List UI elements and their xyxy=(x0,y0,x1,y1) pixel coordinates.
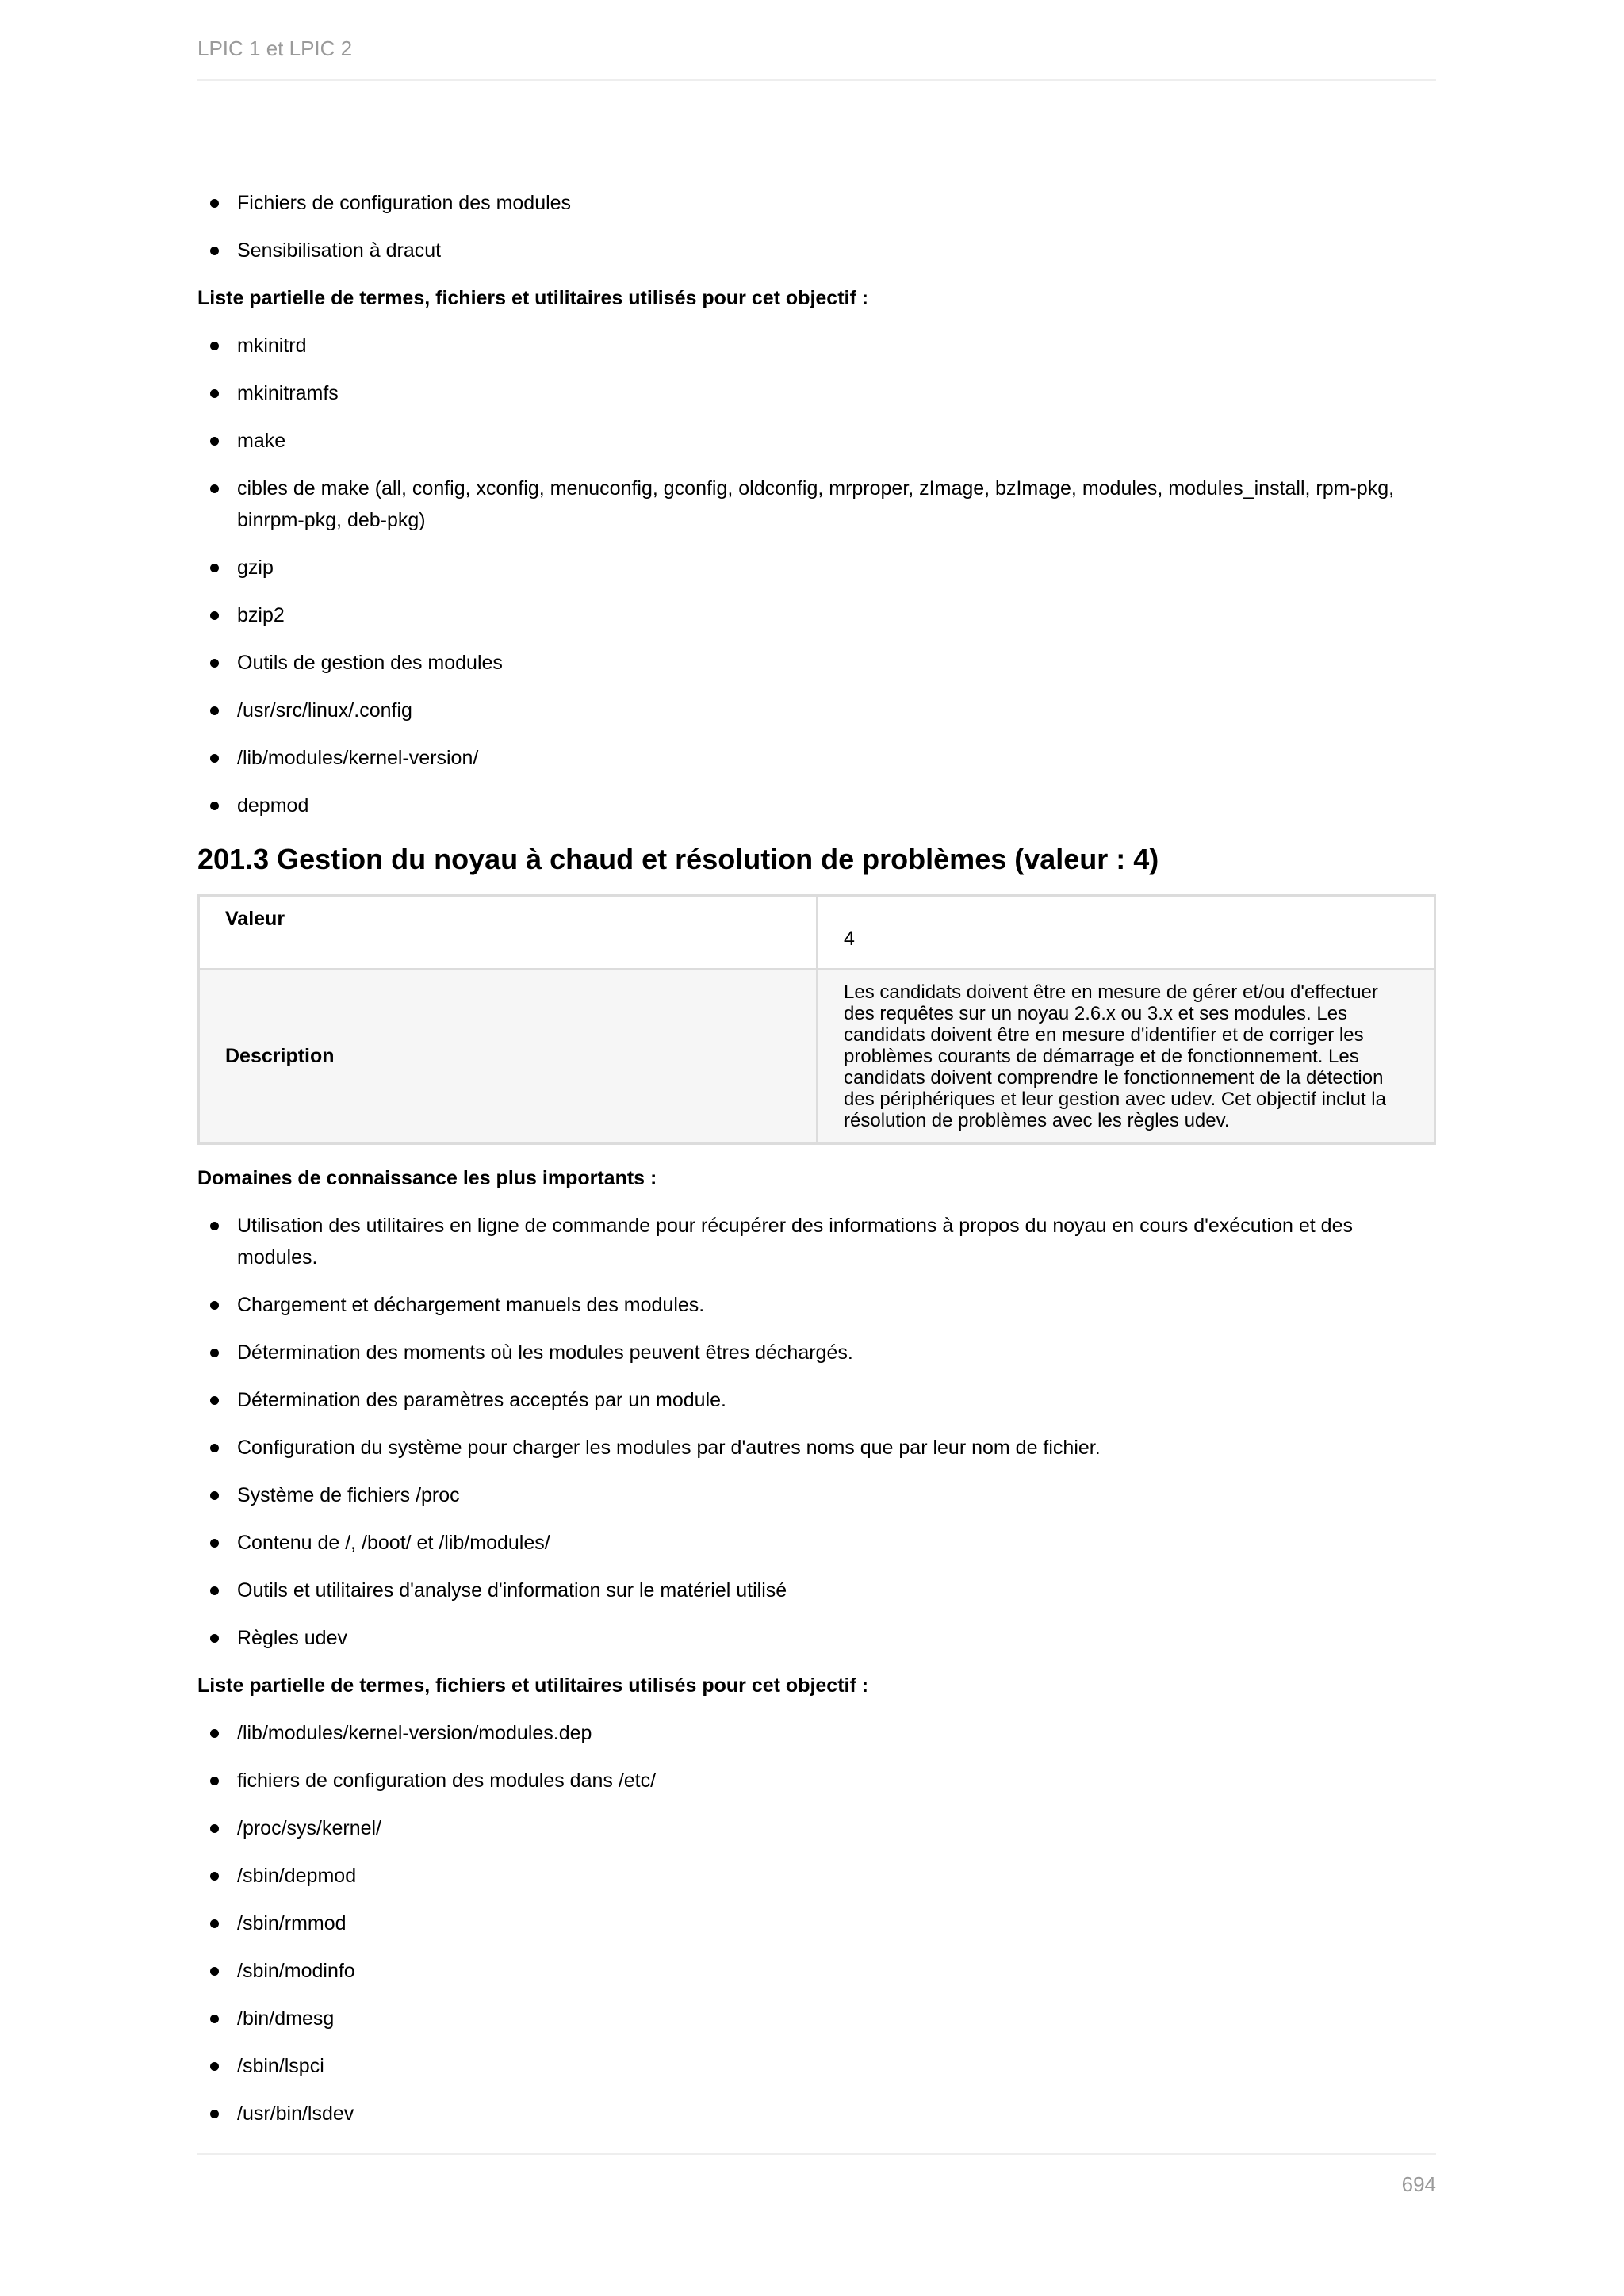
list-item: Règles udev xyxy=(197,1622,1436,1654)
list-item: Sensibilisation à dracut xyxy=(197,235,1436,266)
list-item: gzip xyxy=(197,552,1436,584)
description-label: Description xyxy=(199,970,818,1144)
table-row xyxy=(199,896,1435,970)
list-terms-1 xyxy=(197,330,1436,821)
page-header xyxy=(197,36,1436,81)
list-item: /bin/dmesg xyxy=(197,2003,1436,2034)
list-top xyxy=(197,187,1436,266)
list-item: Détermination des moments où les modules peuvent êtres déchargés. xyxy=(197,1337,1436,1368)
list-item: /lib/modules/kernel-version/ xyxy=(197,742,1436,774)
list-item: Configuration du système pour charger les modules par d'autres noms que par leur nom de fichier. xyxy=(197,1432,1436,1464)
list-item: mkinitrd xyxy=(197,330,1436,362)
list-item: /sbin/depmod xyxy=(197,1860,1436,1892)
main-content xyxy=(197,187,1436,2145)
list-item: /sbin/rmmod xyxy=(197,1908,1436,1939)
list-item: Outils de gestion des modules xyxy=(197,647,1436,679)
list-item: mkinitramfs xyxy=(197,377,1436,409)
list-item: Détermination des paramètres acceptés par un module. xyxy=(197,1384,1436,1416)
domains-label: Domaines de connaissance les plus importants : xyxy=(197,1167,657,1189)
list-item: /sbin/lspci xyxy=(197,2050,1436,2082)
valeur-value: 4 xyxy=(818,896,1435,970)
section-heading: 201.3 Gestion du noyau à chaud et résolution de problèmes (valeur : 4) xyxy=(197,843,1159,875)
list-terms-2 xyxy=(197,1717,1436,2130)
list-item: Contenu de /, /boot/ et /lib/modules/ xyxy=(197,1527,1436,1559)
objective-table xyxy=(197,894,1436,1145)
list-item: Utilisation des utilitaires en ligne de commande pour récupérer des informations à propos du noyau en cours d'exécution et des modules. xyxy=(197,1210,1436,1273)
list-domains xyxy=(197,1210,1436,1654)
header-title: LPIC 1 et LPIC 2 xyxy=(197,36,353,60)
page-footer xyxy=(197,2153,1436,2196)
terms-label: Liste partielle de termes, fichiers et utilitaires utilisés pour cet objectif : xyxy=(197,1674,869,1697)
list-item: /usr/bin/lsdev xyxy=(197,2098,1436,2130)
list-item: cibles de make (all, config, xconfig, menuconfig, gconfig, oldconfig, mrproper, zImage, bzImage, modules, modules_install, rpm-pkg, binrpm-pkg, deb-pkg) xyxy=(197,473,1436,536)
list-item: Chargement et déchargement manuels des modules. xyxy=(197,1289,1436,1321)
list-item: Système de fichiers /proc xyxy=(197,1479,1436,1511)
list-item: depmod xyxy=(197,790,1436,821)
valeur-label: Valeur xyxy=(199,896,818,970)
list-item: Outils et utilitaires d'analyse d'information sur le matériel utilisé xyxy=(197,1575,1436,1606)
list-item: fichiers de configuration des modules dans /etc/ xyxy=(197,1765,1436,1797)
list-item: Fichiers de configuration des modules xyxy=(197,187,1436,219)
description-value: Les candidats doivent être en mesure de gérer et/ou d'effectuer des requêtes sur un noyau 2.6.x ou 3.x et ses modules. Les candidats doivent être en mesure d'identifier et de corriger les problèmes courants de démarrage et de fonctionnement. Les candidats doivent comprendre le fonctionnement de la détection des périphériques et leur gestion avec udev. Cet objectif inclut la résolution de problèmes avec les règles udev. xyxy=(818,970,1435,1144)
list-item: make xyxy=(197,425,1436,457)
list-item: bzip2 xyxy=(197,599,1436,631)
page-number: 694 xyxy=(1401,2172,1436,2196)
list-item: /usr/src/linux/.config xyxy=(197,695,1436,726)
table-row xyxy=(199,970,1435,1144)
list-item: /lib/modules/kernel-version/modules.dep xyxy=(197,1717,1436,1749)
list-item: /sbin/modinfo xyxy=(197,1955,1436,1987)
terms-label: Liste partielle de termes, fichiers et utilitaires utilisés pour cet objectif : xyxy=(197,287,869,309)
list-item: /proc/sys/kernel/ xyxy=(197,1812,1436,1844)
